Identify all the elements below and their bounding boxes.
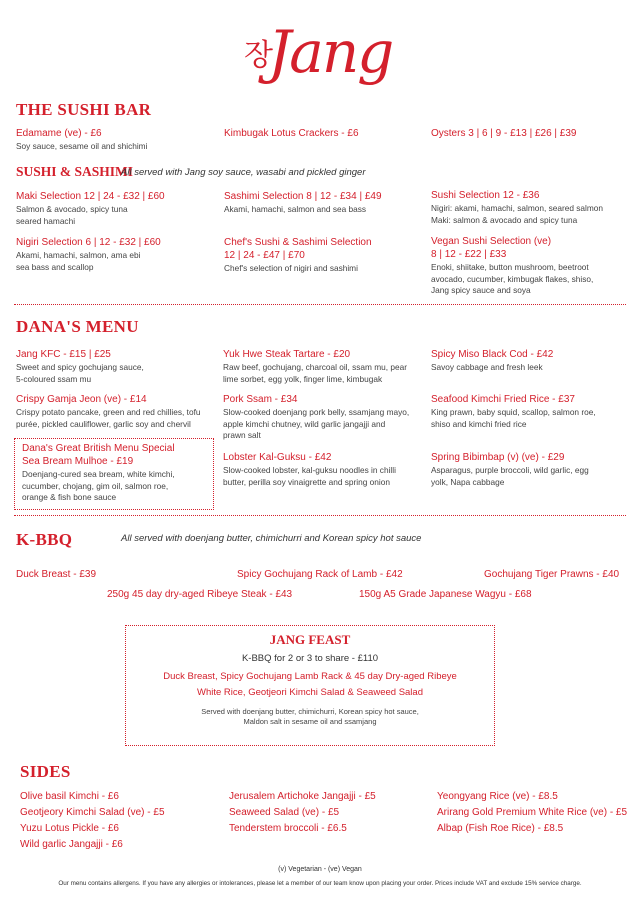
- section-note-sushi: All served with Jang soy sauce, wasabi and pickled ginger: [121, 167, 366, 178]
- sides-col-1: [20, 789, 165, 853]
- kbbq-lamb: Spicy Gochujang Rack of Lamb - £42: [237, 569, 403, 580]
- item-title: Spicy Miso Black Cod - £42: [431, 349, 554, 360]
- side-item: Seaweed Salad (ve) - £5: [229, 807, 340, 818]
- menu-item-sushi: [431, 189, 603, 226]
- item-title: Nigiri Selection 6 | 12 - £32 | £60: [16, 237, 161, 248]
- feast-served2: Maldon salt in sesame oil and ssamjang: [243, 717, 377, 726]
- kbbq-duck: Duck Breast - £39: [16, 569, 97, 580]
- item-desc: apple kimchi chutney, wild garlic jangajji and: [223, 418, 386, 429]
- item-title: Yuk Hwe Steak Tartare - £20: [223, 349, 351, 360]
- item-title: Dana's Great British Menu Special: [22, 443, 175, 454]
- item-title: Oysters 3 | 6 | 9 - £13 | £26 | £39: [431, 128, 577, 139]
- menu-item-jang-kfc: [16, 348, 144, 385]
- item-title: Jang KFC - £15 | £25: [16, 349, 111, 360]
- item-price: 8 | 12 - £22 | £33: [431, 249, 507, 260]
- item-desc: King prawn, baby squid, scallop, salmon roe,: [431, 407, 596, 417]
- item-desc: butter, perilla soy vinaigrette and spring onion: [223, 476, 390, 487]
- item-desc: Chef's selection of nigiri and sashimi: [224, 263, 358, 273]
- menu-item-yuk-hwe: [223, 348, 407, 385]
- feast-title: JANG FEAST: [269, 632, 351, 647]
- jang-logo: [244, 18, 393, 92]
- item-price: Sea Bream Mulhoe - £19: [22, 456, 134, 467]
- feast-served1: Served with doenjang butter, chimichurri, Korean spicy hot sauce,: [201, 707, 419, 716]
- item-title: Crispy Gamja Jeon (ve) - £14: [16, 394, 147, 405]
- side-item: Jerusalem Artichoke Jangajji - £5: [229, 791, 376, 802]
- menu-item-sea-bream-special: [22, 442, 175, 504]
- sides-col-2: [229, 789, 376, 837]
- section-title-sushi-sashimi: SUSHI & SASHIMI: [16, 164, 134, 179]
- side-item: Yeongyang Rice (ve) - £8.5: [437, 791, 558, 802]
- item-title: Seafood Kimchi Fried Rice - £37: [431, 394, 575, 405]
- section-note-kbbq: All served with doenjang butter, chimichurri and Korean spicy hot sauce: [121, 533, 422, 544]
- divider: [14, 515, 626, 516]
- item-title: Edamame (ve) - £6: [16, 128, 102, 139]
- section-title-sides: SIDES: [20, 762, 71, 781]
- item-desc: Nigiri: akami, hamachi, salmon, seared salmon: [431, 203, 603, 213]
- item-desc: Savoy cabbage and fresh leek: [431, 362, 543, 372]
- menu-item-vegan-sushi: [431, 235, 593, 297]
- divider: [14, 304, 626, 305]
- menu-item-oysters: [431, 127, 576, 140]
- item-desc: 5-coloured ssam mu: [16, 373, 92, 384]
- footer-allergens: Our menu contains allergens. If you have any allergies or intolerances, please let a member of our team know upon placing your order. Prices include VAT and exclude 15% service charge.: [58, 880, 582, 887]
- item-desc: Akami, hamachi, salmon, ama ebi: [16, 250, 141, 260]
- item-title: Kimbugak Lotus Crackers - £6: [224, 128, 359, 139]
- item-desc: orange & fish bone sauce: [22, 492, 117, 502]
- menu-item-miso-cod: [431, 348, 553, 374]
- logo-korean: 장: [244, 38, 273, 73]
- kbbq-prawns: Gochujang Tiger Prawns - £40: [484, 569, 620, 580]
- item-price: 12 | 24 - £47 | £70: [224, 250, 305, 261]
- side-item: Olive basil Kimchi - £6: [20, 791, 119, 802]
- item-desc: Asparagus, purple broccoli, wild garlic, egg: [431, 465, 589, 475]
- item-desc: Doenjang-cured sea bream, white kimchi,: [22, 469, 175, 479]
- item-desc: purée, pickled cauliflower, garlic soy and chervil: [16, 418, 191, 429]
- item-desc: Slow-cooked lobster, kal-guksu noodles in chilli: [223, 465, 396, 475]
- menu-item-kimbugak: [224, 127, 359, 140]
- feast-share: K-BBQ for 2 or 3 to share - £110: [241, 653, 379, 664]
- menu-item-sashimi: [224, 190, 382, 216]
- item-desc: seared hamachi: [16, 215, 76, 226]
- item-desc: prawn salt: [223, 430, 261, 440]
- item-title: Vegan Sushi Selection (ve): [431, 236, 552, 247]
- item-title: Sushi Selection 12 - £36: [431, 190, 540, 201]
- section-title-kbbq: K-BBQ: [16, 530, 73, 549]
- sides-col-3: [437, 789, 627, 837]
- item-title: Spring Bibimbap (v) (ve) - £29: [431, 452, 565, 463]
- item-desc: shiso and kimchi fried rice: [431, 418, 527, 429]
- menu-item-seafood-rice: [431, 393, 596, 430]
- item-desc: Akami, hamachi, salmon and sea bass: [224, 204, 367, 214]
- side-item: Albap (Fish Roe Rice) - £8.5: [437, 823, 564, 834]
- side-item: Arirang Gold Premium White Rice (ve) - £5: [437, 807, 628, 818]
- side-item: Tenderstem broccoli - £6.5: [229, 823, 347, 834]
- footer-legend: (v) Vegetarian - (ve) Vegan: [278, 866, 362, 873]
- side-item: Wild garlic Jangajji - £6: [20, 839, 123, 850]
- item-desc: Salmon & avocado, spicy tuna: [16, 204, 128, 214]
- item-desc: Jang spicy sauce and soya: [431, 285, 531, 295]
- item-title: Lobster Kal-Guksu - £42: [223, 452, 332, 463]
- menu-item-bibimbap: [431, 451, 589, 488]
- item-desc: cucumber, chojang, gim oil, salmon roe,: [22, 480, 169, 491]
- kbbq-ribeye: 250g 45 day dry-aged Ribeye Steak - £43: [107, 589, 293, 600]
- menu-item-edamame: [16, 127, 147, 153]
- item-desc: avocado, cucumber, kimbugak flakes, shiso,: [431, 273, 594, 284]
- menu-item-gamja-jeon: [16, 393, 200, 430]
- side-item: Geotjeory Kimchi Salad (ve) - £5: [20, 807, 165, 818]
- menu-item-maki: [16, 190, 165, 227]
- item-desc: yolk, Napa cabbage: [431, 476, 505, 487]
- menu-item-nigiri: [16, 236, 161, 273]
- item-desc: sea bass and scallop: [16, 261, 94, 272]
- item-desc: Sweet and spicy gochujang sauce,: [16, 362, 144, 372]
- menu-item-lobster: [223, 451, 396, 488]
- menu-item-pork-ssam: [223, 393, 409, 442]
- feast-line2: White Rice, Geotjeori Kimchi Salad & Seaweed Salad: [196, 687, 423, 698]
- section-title-danas-menu: DANA'S MENU: [16, 317, 139, 336]
- item-desc: Crispy potato pancake, green and red chillies, tofu: [16, 407, 201, 417]
- feast-line1: Duck Breast, Spicy Gochujang Lamb Rack & 45 day Dry-aged Ribeye: [163, 671, 457, 682]
- side-item: Yuzu Lotus Pickle - £6: [20, 823, 119, 834]
- item-desc: Raw beef, gochujang, charcoal oil, ssam mu, pear: [223, 362, 408, 372]
- item-desc: Soy sauce, sesame oil and shichimi: [16, 141, 148, 151]
- item-desc: Maki: salmon & avocado and spicy tuna: [431, 214, 578, 225]
- section-title-sushi-bar: THE SUSHI BAR: [16, 100, 152, 119]
- kbbq-wagyu: 150g A5 Grade Japanese Wagyu - £68: [359, 589, 532, 600]
- item-desc: lime sorbet, egg yolk, finger lime, kimbugak: [223, 373, 383, 384]
- item-title: Pork Ssam - £34: [223, 394, 298, 405]
- item-title: Sashimi Selection 8 | 12 - £34 | £49: [224, 191, 382, 202]
- item-title: Maki Selection 12 | 24 - £32 | £60: [16, 191, 165, 202]
- feast-block: [125, 632, 495, 726]
- item-title: Chef's Sushi & Sashimi Selection: [224, 237, 372, 248]
- logo-name: Jang: [268, 18, 393, 86]
- item-desc: Enoki, shiitake, button mushroom, beetroot: [431, 262, 589, 272]
- menu-item-chefs-selection: [224, 236, 372, 275]
- item-desc: Slow-cooked doenjang pork belly, ssamjang mayo,: [223, 407, 410, 417]
